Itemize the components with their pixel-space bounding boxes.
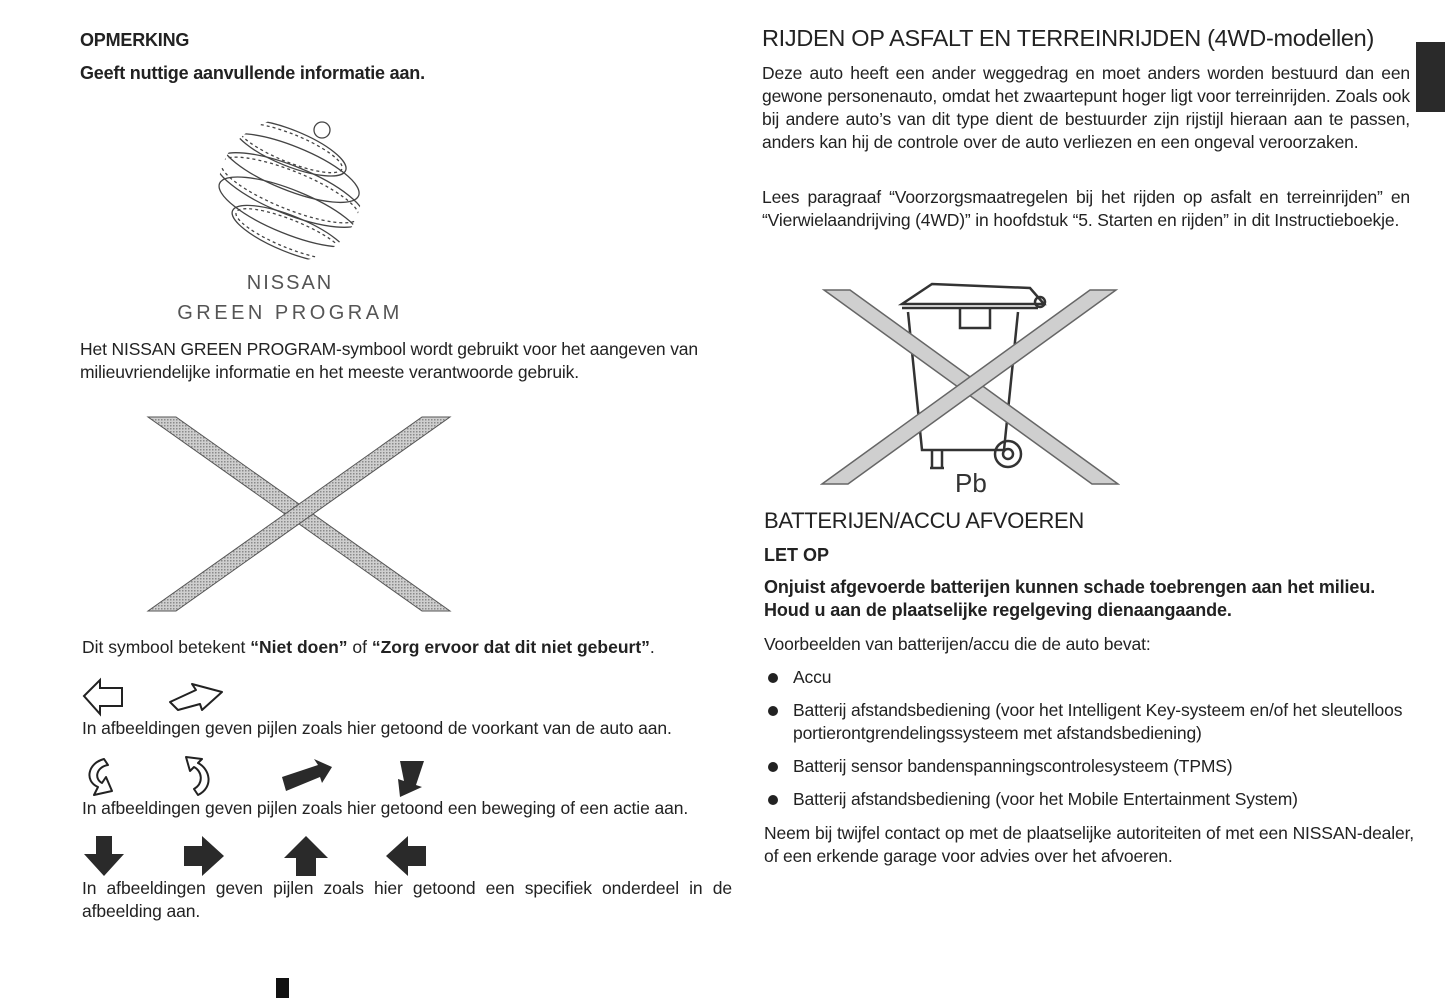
do-not-cross-icon [146,413,452,615]
solid-arrow-down-icon [84,836,124,876]
list-item-text: Batterij sensor bandenspanningscontrolesysteem (TPMS) [793,756,1233,776]
solid-arrow-up-icon [284,836,328,876]
solid-arrow-right-icon [184,836,224,876]
list-item-text: Batterij afstandsbediening (voor het Intelligent Key-systeem en/of het sleutelloos portierontgrendelingssysteem met afstandsbediening) [793,700,1403,743]
list-item-text: Accu [793,667,832,687]
crossed-out-bin-icon [820,278,1120,498]
donot-suffix: . [649,637,655,657]
green-program-globe-icon [205,108,375,268]
motion-arrows-caption: In afbeeldingen geven pijlen zoals hier getoond een beweging of een actie aan. [82,798,689,818]
caution-text: Onjuist afgevoerde batterijen kunnen schade toebrengen aan het milieu. Houd u aan de plaatselijke regelgeving dienaangaande. [764,577,1376,620]
bullet-icon [768,762,778,772]
examples-intro: Voorbeelden van batterijen/accu die de auto bevat: [764,634,1151,654]
logo-text-nissan: NISSAN [246,272,334,294]
front-arrow-outline-icon [84,680,122,714]
diagonal-arrow-down-left-icon [398,761,424,797]
caution-heading: LET OP [764,545,830,565]
offroad-section-title: RIJDEN OP ASFALT EN TERREINRIJDEN (4WD-modellen) [762,25,1374,51]
motion-arrows-row [82,755,442,801]
list-item [764,788,1414,811]
bullet-icon [768,706,778,716]
logo-text-green-program: GREEN PROGRAM [177,302,403,324]
note-text: Geeft nuttige aanvullende informatie aan. [80,63,425,83]
battery-list [764,666,1414,821]
disposal-advice: Neem bij twijfel contact op met de plaatselijke autoriteiten of met een NISSAN-dealer, of een erkende garage voor advies over het afvoeren. [764,823,1414,866]
chapter-tab-marker [1416,42,1445,112]
curved-arrow-left-icon [89,759,112,795]
donot-bold-1: “Niet doen” [250,637,348,657]
offroad-paragraph-2: Lees paragraaf “Voorzorgsmaatregelen bij het rijden op asfalt en terreinrijden” en “Vierwielaandrijving (4WD)” in hoofdstuk “5. Starten en rijden” in dit Instructieboekje. [762,187,1410,230]
offroad-paragraph-1: Deze auto heeft een ander weggedrag en moet anders worden bestuurd dan een gewone personenauto, omdat het zwaartepunt hoger ligt voor terreinrijden. Zoals ook bij andere auto’s van dit type dient de bestuurder zijn rijstijl hieraan aan te passen, anders kan hij de controle over de auto verliezen en een ongeval veroorzaken. [762,63,1410,152]
front-arrows-caption: In afbeeldingen geven pijlen zoals hier getoond de voorkant van de auto aan. [82,718,672,738]
bin-label: Pb [955,468,987,498]
part-arrows-caption: In afbeeldingen geven pijlen zoals hier getoond een specifiek onderdeel in de afbeelding aan. [82,878,732,921]
bullet-icon [768,795,778,805]
list-item-text: Batterij afstandsbediening (voor het Mobile Entertainment System) [793,789,1298,809]
front-arrow-perspective-icon [170,684,222,710]
do-not-meaning [82,637,742,658]
front-arrows-row [82,676,232,718]
solid-arrow-left-icon [386,836,426,876]
battery-section-title: BATTERIJEN/ACCU AFVOEREN [764,508,1084,533]
note-heading: OPMERKING [80,30,190,50]
bullet-icon [768,673,778,683]
donot-mid: of [347,637,372,657]
donot-prefix: Dit symbool betekent [82,637,251,657]
curved-arrow-right-icon [186,757,209,795]
list-item [764,755,1414,778]
page-edge-marker [276,978,289,998]
part-arrows-row [82,834,442,878]
donot-bold-2: “Zorg ervoor dat dit niet gebeurt” [371,637,650,657]
diagonal-arrow-up-right-icon [282,759,332,791]
green-program-description: Het NISSAN GREEN PROGRAM-symbool wordt gebruikt voor het aangeven van milieuvriendelijke informatie en het meeste verantwoorde gebruik. [80,339,698,382]
list-item [764,699,1414,745]
list-item [764,666,1414,689]
